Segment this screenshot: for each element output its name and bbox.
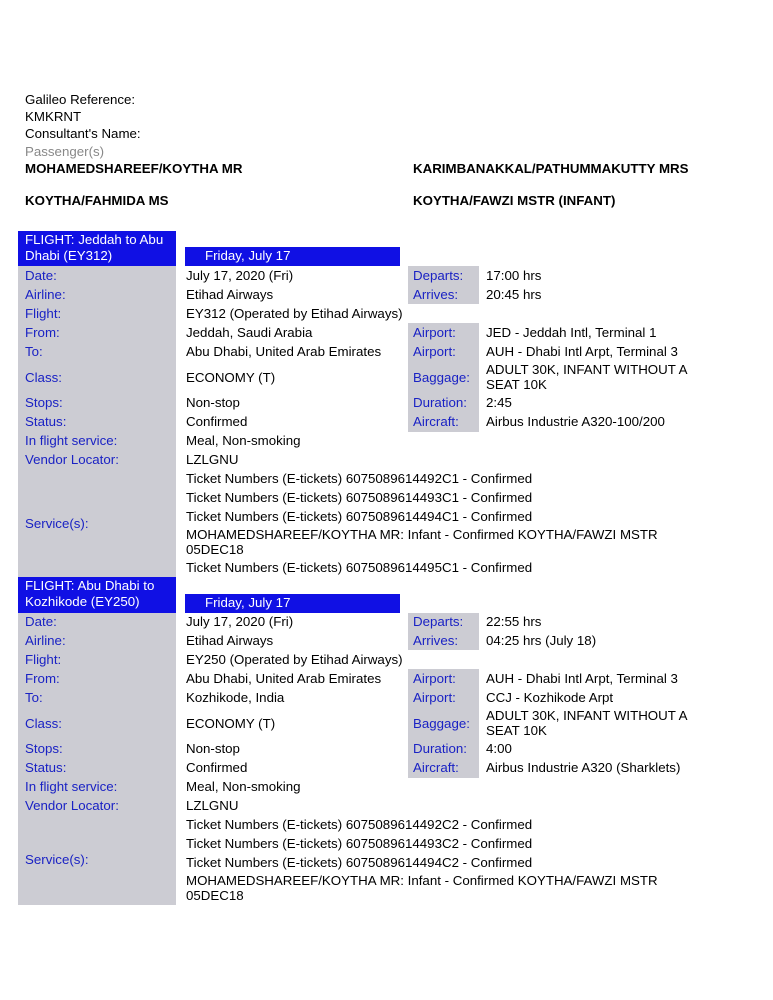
departs-value: 17:00 hrs — [486, 268, 542, 283]
service-item: Ticket Numbers (E-tickets) 6075089614494C2 - Confirmed — [186, 855, 533, 870]
departs-label: Departs: — [413, 614, 464, 629]
class-label: Class: — [25, 716, 62, 731]
arrives-label: Arrives: — [413, 287, 459, 302]
aircraft-label: Aircraft: — [413, 414, 459, 429]
to-value: Abu Dhabi, United Arab Emirates — [186, 344, 382, 359]
passenger-4: KOYTHA/FAWZI MSTR (INFANT) — [413, 193, 616, 208]
service-item: Ticket Numbers (E-tickets) 6075089614492C2 - Confirmed — [186, 817, 533, 832]
services-label: Service(s): — [25, 516, 89, 531]
passengers-label: Passenger(s) — [25, 144, 105, 159]
departs-value: 22:55 hrs — [486, 614, 542, 629]
duration-value: 4:00 — [486, 741, 512, 756]
airport-to-label: Airport: — [413, 690, 456, 705]
departs-label: Departs: — [413, 268, 464, 283]
duration-value: 2:45 — [486, 395, 512, 410]
vendor-locator-value: LZLGNU — [186, 452, 239, 467]
service-item: Ticket Numbers (E-tickets) 6075089614494C1 - Confirmed — [186, 509, 533, 524]
flight-value: EY312 (Operated by Etihad Airways) — [186, 306, 403, 321]
status-value: Confirmed — [186, 760, 248, 775]
stops-value: Non-stop — [186, 741, 240, 756]
aircraft-label: Aircraft: — [413, 760, 459, 775]
galileo-reference-value: KMKRNT — [25, 109, 82, 124]
from-value: Jeddah, Saudi Arabia — [186, 325, 313, 340]
status-label: Status: — [25, 414, 67, 429]
from-value: Abu Dhabi, United Arab Emirates — [186, 671, 382, 686]
class-value: ECONOMY (T) — [186, 370, 276, 385]
date-value: July 17, 2020 (Fri) — [186, 614, 294, 629]
to-label: To: — [25, 690, 43, 705]
airport-from-label: Airport: — [413, 671, 456, 686]
baggage-value: ADULT 30K, INFANT WITHOUT A SEAT 10K — [486, 708, 687, 738]
stops-label: Stops: — [25, 741, 63, 756]
date-label: Date: — [25, 268, 57, 283]
class-label: Class: — [25, 370, 62, 385]
airport-from-label: Airport: — [413, 325, 456, 340]
galileo-reference-label: Galileo Reference: — [25, 92, 136, 107]
service-item: Ticket Numbers (E-tickets) 6075089614493C1 - Confirmed — [186, 490, 533, 505]
flight-1-title: FLIGHT: Jeddah to Abu Dhabi (EY312) — [18, 231, 176, 266]
airline-label: Airline: — [25, 287, 66, 302]
from-label: From: — [25, 325, 60, 340]
service-item: Ticket Numbers (E-tickets) 6075089614492C1 - Confirmed — [186, 471, 533, 486]
flight-value: EY250 (Operated by Etihad Airways) — [186, 652, 403, 667]
service-item: Ticket Numbers (E-tickets) 6075089614495C1 - Confirmed — [186, 560, 533, 575]
passenger-2: KARIMBANAKKAL/PATHUMMAKUTTY MRS — [413, 161, 689, 176]
inflight-service-label: In flight service: — [25, 433, 118, 448]
arrives-label: Arrives: — [413, 633, 459, 648]
flight-label: Flight: — [25, 652, 62, 667]
service-item: MOHAMEDSHAREEF/KOYTHA MR: Infant - Confirmed KOYTHA/FAWZI MSTR 05DEC18 — [186, 873, 658, 903]
airline-value: Etihad Airways — [186, 633, 274, 648]
passenger-3: KOYTHA/FAHMIDA MS — [25, 193, 169, 208]
aircraft-value: Airbus Industrie A320-100/200 — [486, 414, 665, 429]
status-label: Status: — [25, 760, 67, 775]
services-label: Service(s): — [25, 852, 89, 867]
flight-label: Flight: — [25, 306, 62, 321]
airport-from-value: JED - Jeddah Intl, Terminal 1 — [486, 325, 657, 340]
airline-value: Etihad Airways — [186, 287, 274, 302]
service-item: Ticket Numbers (E-tickets) 6075089614493C2 - Confirmed — [186, 836, 533, 851]
date-label: Date: — [25, 614, 57, 629]
vendor-locator-label: Vendor Locator: — [25, 798, 119, 813]
aircraft-value: Airbus Industrie A320 (Sharklets) — [486, 760, 681, 775]
status-value: Confirmed — [186, 414, 248, 429]
class-value: ECONOMY (T) — [186, 716, 276, 731]
stops-label: Stops: — [25, 395, 63, 410]
vendor-locator-label: Vendor Locator: — [25, 452, 119, 467]
airline-label: Airline: — [25, 633, 66, 648]
airport-to-label: Airport: — [413, 344, 456, 359]
arrives-value: 20:45 hrs — [486, 287, 542, 302]
airport-to-value: CCJ - Kozhikode Arpt — [486, 690, 614, 705]
baggage-label: Baggage: — [413, 370, 470, 385]
flight-1-day: Friday, July 17 — [185, 247, 400, 266]
service-item: MOHAMEDSHAREEF/KOYTHA MR: Infant - Confirmed KOYTHA/FAWZI MSTR 05DEC18 — [186, 527, 658, 557]
to-label: To: — [25, 344, 43, 359]
stops-value: Non-stop — [186, 395, 240, 410]
airport-to-value: AUH - Dhabi Intl Arpt, Terminal 3 — [486, 344, 678, 359]
flight-2-title: FLIGHT: Abu Dhabi to Kozhikode (EY250) — [18, 577, 176, 613]
inflight-service-value: Meal, Non-smoking — [186, 433, 301, 448]
from-label: From: — [25, 671, 60, 686]
inflight-service-label: In flight service: — [25, 779, 118, 794]
consultant-name-label: Consultant's Name: — [25, 126, 141, 141]
duration-label: Duration: — [413, 395, 467, 410]
arrives-value: 04:25 hrs (July 18) — [486, 633, 597, 648]
to-value: Kozhikode, India — [186, 690, 285, 705]
vendor-locator-value: LZLGNU — [186, 798, 239, 813]
airport-from-value: AUH - Dhabi Intl Arpt, Terminal 3 — [486, 671, 678, 686]
baggage-value: ADULT 30K, INFANT WITHOUT A SEAT 10K — [486, 362, 687, 392]
flight-2-day: Friday, July 17 — [185, 594, 400, 613]
baggage-label: Baggage: — [413, 716, 470, 731]
inflight-service-value: Meal, Non-smoking — [186, 779, 301, 794]
duration-label: Duration: — [413, 741, 467, 756]
date-value: July 17, 2020 (Fri) — [186, 268, 294, 283]
passenger-1: MOHAMEDSHAREEF/KOYTHA MR — [25, 161, 243, 176]
